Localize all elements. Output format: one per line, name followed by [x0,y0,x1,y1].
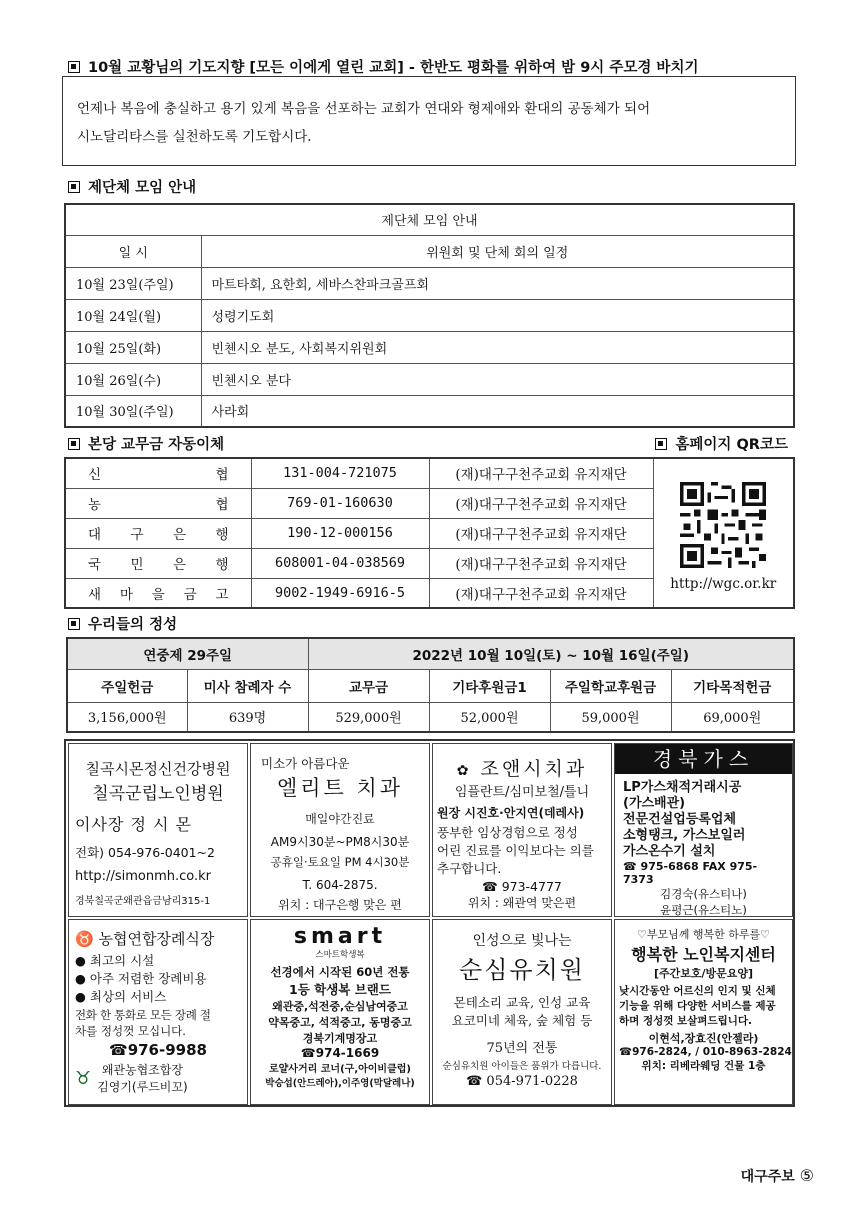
phone-icon: ☎ [623,860,637,873]
offering-value: 59,000원 [550,702,671,732]
qr-cell [653,458,794,608]
qr-section-title: 홈페이지 QR코드 [655,433,788,454]
bank-name: 국 민 은 행 [65,548,251,578]
table-row [65,331,794,363]
offering-value: 69,000원 [671,702,794,732]
offering-header: 기타후원금1 [429,669,550,702]
account-number: 190-12-000156 [251,518,429,548]
offering-header: 기타목적헌금 [671,669,794,702]
groups-table-caption: 제단체 모임 안내 [65,204,794,235]
offering-value: 529,000원 [308,702,429,732]
meeting-groups: 빈첸시오 분도, 사회복지위원회 [201,331,794,363]
prayer-line-1: 언제나 복음에 충실하고 용기 있게 복음을 선포하는 교회가 연대와 형제애와 환대의 공동체가 되어 [77,101,651,117]
groups-col-date: 일 시 [65,235,201,267]
table-row [65,299,794,331]
offering-section-title: 우리들의 정성 [68,613,177,634]
ad-joan-dental: ✿ 조앤시치과 임플란트/심미보철/틀니 원장 시진호·안지연(데레사) 풍부한 임상경험으로 정성 어린 진료를 이익보다는 의를 추구합니다. ☎ 973-4777 위치 : 왜관역 맞은편 [432,743,612,917]
meeting-groups: 사라회 [201,395,794,427]
offering-value: 3,156,000원 [67,702,187,732]
bulletin-name: 대구주보 [740,1169,795,1185]
offering-header: 교무금 [308,669,429,702]
meeting-date: 10월 30일(주일) [65,395,201,427]
nh-logo-icon: ♉ [75,930,94,948]
meeting-date: 10월 26일(수) [65,363,201,395]
groups-col-meeting: 위원회 및 단체 회의 일정 [201,235,794,267]
ad-sunsim-kindergarten: 인성으로 빛나는 순심유치원 몬테소리 교육, 인성 교육 요코미네 체육, 숲 체험 등 75년의 전통 순심유치원 아이들은 품위가 다릅니다. ☎ 054-971-0228 [432,919,612,1105]
square-bullet-icon [68,618,80,630]
offering-week: 연중제 29주일 [67,638,308,669]
ad-gyeongbuk-gas: 경북가스 LP가스채적거래시공 (가스배관) 전문건설업등록업체 소형탱크, 가스보일러 가스온수기 설치 ☎ 975-6868 FAX 975-7373 김경숙(유스티나) 윤평근(유스티노) [614,743,793,917]
joan-logo: ✿ 조앤시치과 [456,758,588,780]
meeting-date: 10월 24일(월) [65,299,201,331]
page-footer [741,1166,814,1186]
phone-icon: ☎ [466,1074,483,1089]
offering-header: 주일학교후원금 [550,669,671,702]
homepage-url[interactable]: http://wgc.or.kr [670,576,777,592]
phone-icon: ☎ [300,1046,316,1060]
table-row [65,458,794,488]
phone-icon: ☎ [482,879,498,894]
page-number: ⑤ [799,1166,814,1185]
bank-table [64,457,795,609]
meeting-groups: 성령기도회 [201,299,794,331]
account-holder: (재)대구구천주교회 유지재단 [429,578,653,608]
offering-value: 52,000원 [429,702,550,732]
offering-header: 미사 참례자 수 [187,669,308,702]
prayer-box [62,76,796,166]
square-bullet-icon [68,61,80,73]
table-row [65,363,794,395]
square-bullet-icon [655,438,667,450]
nh-logo-icon: ♉ [75,1067,92,1089]
square-bullet-icon [68,438,80,450]
table-row [65,395,794,427]
meeting-date: 10월 25일(화) [65,331,201,363]
groups-section-title: 제단체 모임 안내 [68,176,196,197]
meeting-date: 10월 23일(주일) [65,267,201,299]
account-holder: (재)대구구천주교회 유지재단 [429,458,653,488]
account-holder: (재)대구구천주교회 유지재단 [429,488,653,518]
phone-icon: ☎ [109,1041,128,1059]
bank-name: 대 구 은 행 [65,518,251,548]
account-number: 9002-1949-6916-5 [251,578,429,608]
ad-smart-uniform: smart 스마트학생복 선경에서 시작된 60년 전통 1등 학생복 브랜드 왜관중,석전중,순심남여중고 약목중고, 석적중고, 동명중고 경북기계명장고 ☎974-1669 로얄사거리 코너(구,아이비클럽) 박승섭(안드레아),이주영(막달레나) [250,919,430,1105]
bank-name: 새 마 을 금 고 [65,578,251,608]
ad-senior-welfare-center: ♡부모님께 행복한 하루를♡ 행복한 노인복지센터 [주간보호/방문요양] 낮시간동안 어르신의 인지 및 신체 기능을 위해 다양한 서비스를 제공 하며 정성껏 보살펴드립니다. 이현석,장효진(안젤라) ☎976-2824, / 010-8963-2824 위치: 리베라웨딩 건물 1층 [614,919,793,1105]
phone-icon: ☎ [619,1046,633,1058]
ad-simon-hospital: 칠곡시몬정신건강병원 칠곡군립노인병원 이사장 정 시 몬 전화) 054-976-0401~2 http://simonmh.co.kr 경북칠곡군왜관읍금남리315-1 [68,743,248,917]
account-number: 769-01-160630 [251,488,429,518]
offering-value: 639명 [187,702,308,732]
prayer-section-title: 10월 교황님의 기도지향 [모든 이에게 열린 교회] - 한반도 평화를 위하여 밤 9시 주모경 바치기 [68,56,698,77]
account-number: 131-004-721075 [251,458,429,488]
offering-header: 주일헌금 [67,669,187,702]
bank-name: 신 협 [65,458,251,488]
smart-logo: smart [293,924,387,949]
account-holder: (재)대구구천주교회 유지재단 [429,518,653,548]
account-number: 608001-04-038569 [251,548,429,578]
meeting-groups: 마트타회, 요한회, 세바스찬파크골프회 [201,267,794,299]
ad-elite-dental: 미소가 아름다운 엘리트 치과 매일야간진료 AM9시30분~PM8시30분 공휴일·토요일 PM 4시30분 T. 604-2875. 위치 : 대구은행 맞은 편 [250,743,430,917]
bank-name: 농 협 [65,488,251,518]
ad-funeral-hall: ♉ 농협연합장례식장 ● 최고의 시설 ● 아주 저렴한 장례비용 ● 최상의 서비스 전화 한 통화로 모든 장례 절 차를 정성껏 모십니다. ☎976-9988 ♉ 왜관농협조합장 김영기(루드비꼬) [68,919,248,1105]
ads-grid [64,739,795,1107]
bank-section-title: 본당 교무금 자동이체 [68,433,224,454]
offering-period: 2022년 10월 10일(토) ~ 10월 16일(주일) [308,638,794,669]
offering-table [66,637,795,733]
prayer-line-2: 시노달리타스를 실천하도록 기도합시다. [77,129,312,145]
meeting-groups: 빈첸시오 분다 [201,363,794,395]
square-bullet-icon [68,181,80,193]
qr-code-icon[interactable] [680,482,766,568]
groups-table [64,203,795,428]
tooth-icon: ✿ [456,763,472,779]
account-holder: (재)대구구천주교회 유지재단 [429,548,653,578]
table-row [65,267,794,299]
